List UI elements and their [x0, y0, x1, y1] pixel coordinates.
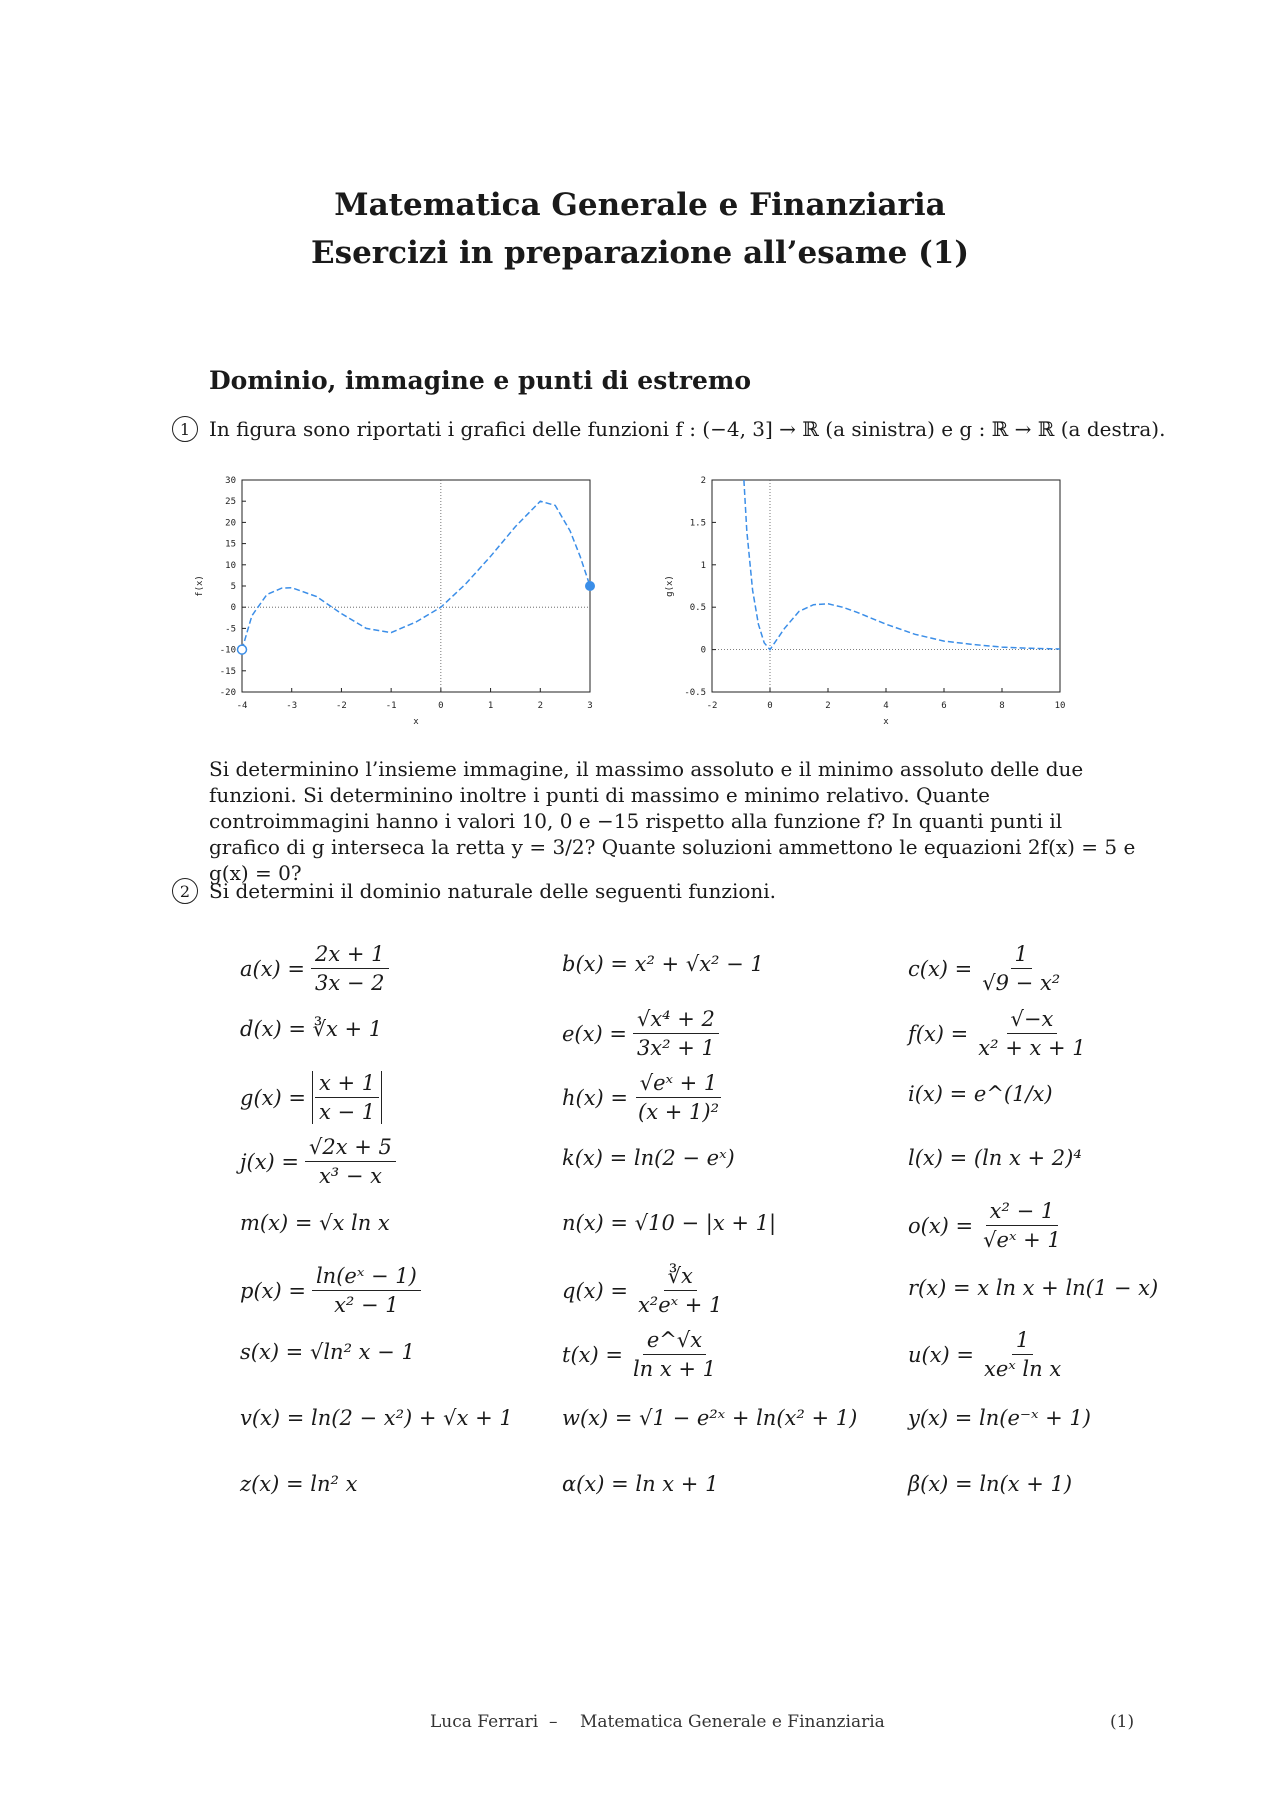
- chart-g-ytick-label: 0.5: [689, 603, 706, 614]
- formula-h-numerator: √eˣ + 1: [636, 1071, 722, 1098]
- exercise-1-intro: In figura sono riportati i grafici delle funzioni f : (−4, 3] → ℝ (a sinistra) e g : ℝ → ℝ (a destra).: [209, 417, 1166, 441]
- formula-g-numerator: x + 1: [315, 1071, 379, 1098]
- formula-b: b(x) = x² + √x² − 1: [562, 952, 764, 976]
- footer-page-number: (1): [1110, 1712, 1135, 1732]
- chart-f-ytick-label: 5: [230, 582, 236, 592]
- formula-f-denominator: x² + x + 1: [978, 1036, 1086, 1060]
- chart-f-xtick-label: 3: [587, 701, 593, 711]
- formula-f: [908, 1007, 1090, 1060]
- formula-a: [240, 942, 389, 995]
- formula-j: [240, 1135, 396, 1188]
- formula-r: r(x) = x ln x + ln(1 − x): [908, 1276, 1159, 1300]
- formula-a-fraction: [311, 942, 389, 995]
- formula-c-numerator: 1: [1011, 942, 1032, 969]
- chart-f-xtick-label: -2: [336, 701, 347, 711]
- title-line-1: Matematica Generale e Finanziaria: [334, 187, 946, 223]
- chart-f-xtick-label: -1: [385, 701, 397, 711]
- chart-g-frame: [712, 480, 1060, 692]
- formula-e-numerator: √x⁴ + 2: [633, 1007, 719, 1034]
- formula-t-numerator: e^√x: [643, 1328, 706, 1355]
- formula-g-denominator: x − 1: [318, 1100, 376, 1124]
- footer-author: Luca Ferrari: [430, 1712, 539, 1732]
- formula-alpha: α(x) = ln x + 1: [562, 1472, 719, 1496]
- footer-separator: –: [549, 1712, 558, 1732]
- footer-course: Matematica Generale e Finanziaria: [580, 1712, 885, 1732]
- formula-t-lhs: t(x) =: [562, 1342, 623, 1367]
- formula-s: s(x) = √ln² x − 1: [240, 1340, 415, 1364]
- chart-f-ytick-label: 10: [225, 560, 236, 571]
- formula-k: k(x) = ln(2 − eˣ): [562, 1146, 735, 1170]
- exercise-2-intro: Si determini il dominio naturale delle seguenti funzioni.: [209, 879, 777, 903]
- formula-n: n(x) = √10 − |x + 1|: [562, 1211, 777, 1235]
- chart-f-xtick-label: 2: [537, 701, 543, 711]
- formula-p-lhs: p(x) =: [240, 1278, 306, 1303]
- formula-q-denominator: x²eˣ + 1: [637, 1293, 723, 1317]
- chart-g-ylabel: g(x): [665, 575, 675, 597]
- formula-u-denominator: xeˣ ln x: [984, 1357, 1062, 1381]
- exercise-2-number: 2: [172, 878, 198, 904]
- formula-u-fraction: [980, 1328, 1065, 1381]
- chart-f-ytick-label: 20: [225, 518, 236, 529]
- formula-t: [562, 1328, 720, 1381]
- formula-f-numerator: √−x: [1007, 1007, 1058, 1034]
- formula-c-lhs: c(x) =: [908, 956, 973, 981]
- formula-e-fraction: [633, 1007, 719, 1060]
- formula-c: [908, 942, 1064, 995]
- chart-g-xlabel: x: [883, 717, 889, 727]
- formula-u: [908, 1328, 1065, 1381]
- formula-h: [562, 1071, 723, 1124]
- chart-f-open-endpoint: [238, 645, 247, 654]
- formula-p-denominator: x² − 1: [334, 1293, 399, 1317]
- formula-a-numerator: 2x + 1: [311, 942, 389, 969]
- exercise-1-number: 1: [172, 416, 198, 442]
- formula-j-lhs: j(x) =: [240, 1149, 300, 1174]
- formula-j-denominator: x³ − x: [318, 1164, 382, 1188]
- chart-f-ylabel: f(x): [195, 575, 205, 597]
- chart-g-ytick-label: 2: [700, 476, 706, 486]
- formula-a-denominator: 3x − 2: [315, 971, 385, 995]
- chart-f-xtick-label: -4: [236, 701, 248, 711]
- formula-u-numerator: 1: [1012, 1328, 1033, 1355]
- chart-g-xtick-label: -2: [706, 701, 718, 711]
- chart-g-xtick-label: 8: [999, 701, 1005, 711]
- chart-f-xlabel: x: [413, 717, 419, 727]
- chart-g-curve: [744, 480, 1060, 650]
- chart-f-curve: [242, 501, 590, 649]
- chart-g-xtick-label: 4: [883, 701, 889, 711]
- formula-f-fraction: [974, 1007, 1089, 1060]
- formula-l: l(x) = (ln x + 2)⁴: [908, 1146, 1082, 1170]
- formula-j-fraction: [305, 1135, 396, 1188]
- formula-z: z(x) = ln² x: [240, 1472, 358, 1496]
- chart-f-xtick-label: -3: [286, 701, 298, 711]
- chart-f-plot: [195, 476, 595, 727]
- formula-a-lhs: a(x) =: [240, 956, 306, 981]
- formula-h-fraction: [634, 1071, 723, 1124]
- formula-q: [562, 1264, 726, 1317]
- chart-f-closed-endpoint: [586, 582, 595, 591]
- chart-f-xtick-label: 0: [438, 701, 444, 711]
- formula-f-lhs: f(x) =: [908, 1021, 969, 1046]
- formula-o-lhs: o(x) =: [908, 1213, 974, 1238]
- chart-g-xtick-label: 6: [941, 701, 947, 711]
- formula-e-lhs: e(x) =: [562, 1021, 627, 1046]
- chart-g-xtick-label: 0: [767, 701, 773, 711]
- formula-c-denominator: √9 − x²: [982, 971, 1061, 995]
- formula-e: [562, 1007, 719, 1060]
- formula-o-denominator: √eˣ + 1: [983, 1228, 1061, 1252]
- chart-f-ytick-label: 0: [230, 603, 236, 614]
- formula-d: d(x) = ∛x + 1: [240, 1017, 383, 1041]
- formula-u-lhs: u(x) =: [908, 1342, 975, 1367]
- chart-f-ytick-label: -10: [219, 645, 236, 656]
- formula-g-abs: [312, 1071, 382, 1124]
- formula-t-fraction: [629, 1328, 720, 1381]
- chart-g-xtick-label: 2: [825, 701, 831, 711]
- formula-j-numerator: √2x + 5: [305, 1135, 396, 1162]
- chart-g-ytick-label: 0: [700, 645, 706, 656]
- formula-q-fraction: [634, 1264, 726, 1317]
- chart-g: [660, 470, 1080, 730]
- chart-f-ytick-label: -5: [225, 624, 236, 635]
- formula-m: m(x) = √x ln x: [240, 1211, 390, 1235]
- formula-p-numerator: ln(eˣ − 1): [312, 1264, 421, 1291]
- formula-o-fraction: [979, 1199, 1065, 1252]
- formula-w: w(x) = √1 − e²ˣ + ln(x² + 1): [562, 1406, 858, 1430]
- formula-g-fraction: [315, 1071, 379, 1124]
- chart-f-ytick-label: 25: [225, 497, 236, 508]
- formula-e-denominator: 3x² + 1: [636, 1036, 715, 1060]
- formula-o-numerator: x² − 1: [986, 1199, 1059, 1226]
- chart-f-frame: [242, 480, 590, 692]
- formula-p: [240, 1264, 421, 1317]
- formula-t-denominator: ln x + 1: [632, 1357, 717, 1381]
- chart-g-ytick-label: -0.5: [684, 688, 706, 698]
- chart-g-xtick-label: 10: [1054, 701, 1066, 711]
- formula-p-fraction: [312, 1264, 421, 1317]
- formula-c-fraction: [978, 942, 1064, 995]
- chart-f-ytick-label: 30: [225, 476, 236, 486]
- chart-g-plot: [665, 476, 1065, 727]
- formula-i: i(x) = e^(1/x): [908, 1082, 1053, 1106]
- exercise-1-paragraph: Si determinino l’insieme immagine, il massimo assoluto e il minimo assoluto delle due funzioni. Si determinino inoltre i punti di massimo e minimo relativo. Quante controimmagini hanno i valori 10, 0 e −15 rispetto alla funzione f? In quanti punti il grafico di g interseca la retta y = 3/2? Quante soluzioni ammettono le equazioni 2f(x) = 5 e g(x) = 0?: [209, 757, 1136, 885]
- section-title: Dominio, immagine e punti di estremo: [209, 366, 752, 395]
- formula-v: v(x) = ln(2 − x²) + √x + 1: [240, 1406, 513, 1430]
- formula-o: [908, 1199, 1065, 1252]
- chart-f-ytick-label: -15: [219, 666, 236, 677]
- formula-y: y(x) = ln(e⁻ˣ + 1): [908, 1406, 1091, 1430]
- chart-f: [190, 470, 610, 730]
- title-line-2: Esercizi in preparazione all’esame (1): [310, 235, 969, 271]
- chart-g-ytick-label: 1.5: [689, 518, 706, 529]
- formula-q-lhs: q(x) =: [562, 1278, 628, 1303]
- formula-beta: β(x) = ln(x + 1): [908, 1472, 1073, 1496]
- formula-g-lhs: g(x) =: [240, 1085, 306, 1110]
- chart-g-ytick-label: 1: [700, 560, 706, 571]
- formula-q-numerator: ∛x: [664, 1264, 697, 1291]
- chart-f-ytick-label: -20: [219, 688, 236, 698]
- chart-f-ytick-label: 15: [225, 539, 236, 550]
- chart-f-xtick-label: 1: [487, 701, 494, 711]
- formula-h-denominator: (x + 1)²: [638, 1100, 719, 1124]
- formula-g: [240, 1071, 382, 1124]
- formula-h-lhs: h(x) =: [562, 1085, 629, 1110]
